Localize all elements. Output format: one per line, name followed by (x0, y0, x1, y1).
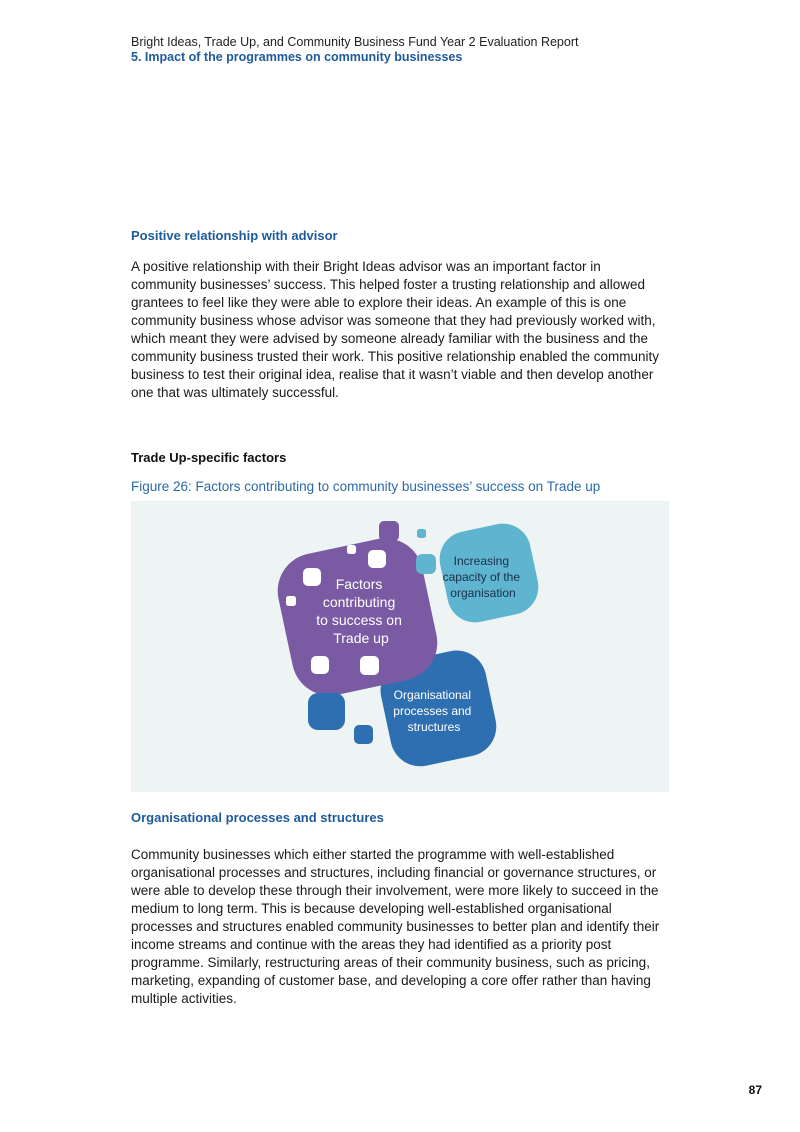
center-label-line: to success on (316, 612, 402, 628)
heading-trade-up: Trade Up-specific factors (131, 450, 287, 465)
center-label-line: Factors (335, 576, 383, 592)
deco-square (308, 693, 345, 730)
page-header (131, 35, 578, 65)
deco-square (416, 554, 436, 574)
report-title: Bright Ideas, Trade Up, and Community Business Fund Year 2 Evaluation Report (131, 35, 579, 49)
page-number: 87 (748, 1083, 762, 1097)
paragraph-organisational: Community businesses which either started the programme with well-established organisational processes and structures, including financial or governance structures, or were able to develop these through their involvement, were more likely to succeed in the medium to long term. This is because developing well-established organisational processes and structures enabled community businesses to better plan and identify their income streams and continue with the areas they had identified as a priority post programme. Similarly, restructuring areas of their community business, such as pricing, marketing, expanding of customer base, and developing a core offer rather than having multiple activities. (131, 847, 660, 1006)
capacity-label-line: organisation (450, 586, 516, 600)
deco-square (417, 529, 426, 538)
capacity-label-line: capacity of the (442, 570, 521, 584)
processes-label-line: structures (407, 720, 461, 734)
deco-square (347, 545, 356, 554)
heading-advisor: Positive relationship with advisor (131, 228, 338, 243)
diagram-svg (131, 501, 669, 792)
capacity-label-line: Increasing (453, 554, 510, 568)
figure-factors-diagram (131, 501, 669, 792)
deco-square (311, 656, 329, 674)
processes-label-line: processes and (393, 704, 472, 718)
deco-square (286, 596, 296, 606)
paragraph-advisor: A positive relationship with their Bright Ideas advisor was an important factor in community businesses’ success. This helped foster a trusting relationship and allowed grantees to feel like they were able to explore their ideas. An example of this is one community business whose advisor was someone that they had previously worked with, which meant they were advised by someone already familiar with the business and the community business trusted their work. This positive relationship enabled the community business to test their original idea, realise that it wasn’t viable and then develop another one that was ultimately successful. (131, 259, 659, 400)
capacity-label (443, 554, 524, 600)
deco-square (379, 521, 399, 541)
center-label-line: Trade up (333, 630, 389, 646)
deco-square (360, 656, 379, 675)
figure-caption: Figure 26: Factors contributing to community businesses’ success on Trade up (131, 479, 601, 494)
section-title: 5. Impact of the programmes on community businesses (131, 50, 463, 64)
center-label-line: contributing (322, 594, 396, 610)
processes-label-line: Organisational (393, 688, 472, 702)
deco-square (303, 568, 321, 586)
heading-organisational: Organisational processes and structures (131, 810, 384, 825)
deco-square (368, 550, 386, 568)
deco-square (354, 725, 373, 744)
